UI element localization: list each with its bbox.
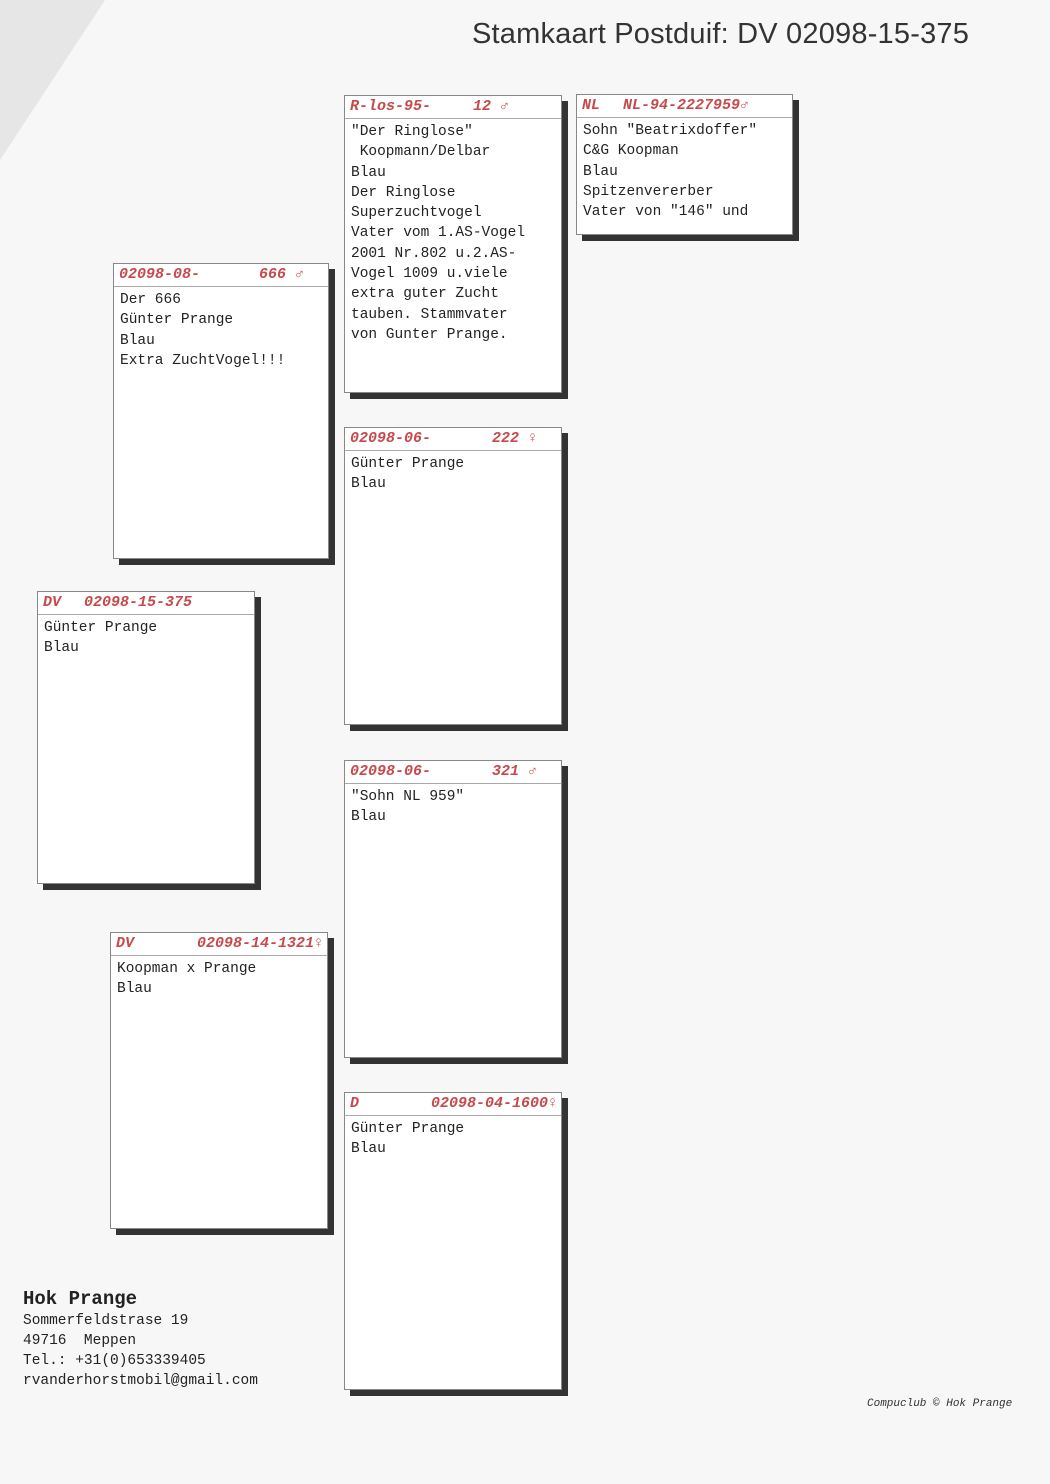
detail-line: tauben. Stammvater (351, 306, 508, 323)
bird-header (345, 761, 561, 784)
detail-line: Extra ZuchtVogel!!! (120, 352, 286, 369)
detail-line: Blau (351, 1141, 386, 1158)
detail-line: Günter Prange (351, 456, 465, 472)
ring-prefix: 02098-06- (350, 430, 432, 447)
sire-card[interactable] (113, 263, 329, 559)
dam-card[interactable] (110, 932, 328, 1229)
detail-line: Blau (351, 476, 386, 493)
detail-line: Vogel 1009 u.viele (351, 266, 508, 283)
ring-prefix: DV (116, 935, 135, 952)
subject-bird-card[interactable] (37, 591, 255, 884)
detail-line: C&G Koopman (583, 143, 679, 160)
bird-details (117, 959, 323, 1000)
bird-header (577, 95, 792, 118)
ring-prefix: NL (582, 97, 601, 114)
gen3-ancestor-card[interactable] (576, 94, 793, 235)
bird-header (38, 592, 254, 615)
detail-line: extra guter Zucht (351, 286, 499, 303)
footer-credit: Compuclub © Hok Prange (867, 1398, 1013, 1410)
detail-line: Koopman x Prange (117, 961, 257, 977)
detail-line: Spitzenvererber (583, 183, 714, 200)
detail-line: Günter Prange (351, 1121, 465, 1137)
bird-header (114, 264, 328, 287)
folded-corner (0, 0, 105, 160)
detail-line: Blau (351, 164, 386, 181)
breeder-city: 49716 Meppen (23, 1333, 137, 1349)
detail-line: Blau (117, 981, 152, 998)
ring-prefix: R-los-95- (350, 98, 432, 115)
detail-line: Blau (583, 163, 618, 180)
ring-number: 02098-04-1600♀ (430, 1095, 557, 1112)
ring-number: 12 ♂ (472, 98, 509, 115)
ring-number: 666 ♂ (258, 266, 304, 283)
bird-header (345, 428, 561, 451)
detail-line: Sohn "Beatrixdoffer" (583, 123, 758, 139)
detail-line: Superzuchtvogel (351, 205, 482, 222)
breeder-street: Sommerfeldstrase 19 (23, 1313, 189, 1329)
ring-number: 321 ♂ (491, 763, 537, 780)
bird-details (351, 454, 557, 495)
bird-details (351, 122, 557, 345)
bird-details (583, 121, 788, 222)
detail-line: von Gunter Prange. (351, 326, 508, 343)
detail-line: Blau (351, 809, 386, 826)
breeder-info (23, 1287, 258, 1391)
detail-line: Günter Prange (44, 620, 158, 636)
detail-line: Blau (120, 332, 155, 349)
bird-details (120, 290, 324, 371)
ring-prefix: D (350, 1095, 360, 1112)
ring-prefix: 02098-06- (350, 763, 432, 780)
ring-number: 222 ♀ (491, 430, 537, 447)
detail-line: Vater von "146" und (583, 204, 749, 221)
bird-details (351, 787, 557, 828)
grandsire-dam-card[interactable] (344, 427, 562, 725)
bird-header (111, 933, 327, 956)
ring-number: 02098-14-1321♀ (196, 935, 323, 952)
granddam-sire-card[interactable] (344, 760, 562, 1058)
detail-line: Blau (44, 640, 79, 657)
granddam-dam-card[interactable] (344, 1092, 562, 1390)
detail-line: "Sohn NL 959" (351, 789, 465, 805)
grandsire-sire-card[interactable] (344, 95, 562, 393)
detail-line: Koopmann/Delbar (351, 144, 491, 161)
detail-line: Der Ringlose (351, 184, 456, 201)
ring-number: 02098-15-375 (84, 594, 193, 611)
detail-line: 2001 Nr.802 u.2.AS- (351, 245, 517, 262)
bird-details (351, 1119, 557, 1160)
bird-header (345, 1093, 561, 1116)
ring-prefix: DV (43, 594, 62, 611)
bird-details (44, 618, 250, 659)
ring-number: NL-94-2227959♂ (623, 97, 750, 114)
page-title: Stamkaart Postduif: DV 02098-15-375 (472, 18, 970, 50)
bird-header (345, 96, 561, 119)
detail-line: Vater vom 1.AS-Vogel (351, 225, 526, 242)
ring-prefix: 02098-08- (119, 266, 201, 283)
detail-line: Der 666 (120, 292, 181, 308)
detail-line: Günter Prange (120, 312, 234, 329)
breeder-name: Hok Prange (23, 1288, 138, 1310)
breeder-email[interactable]: rvanderhorstmobil@gmail.com (23, 1373, 258, 1389)
breeder-phone: Tel.: +31(0)653339405 (23, 1353, 206, 1369)
detail-line: "Der Ringlose" (351, 124, 473, 140)
